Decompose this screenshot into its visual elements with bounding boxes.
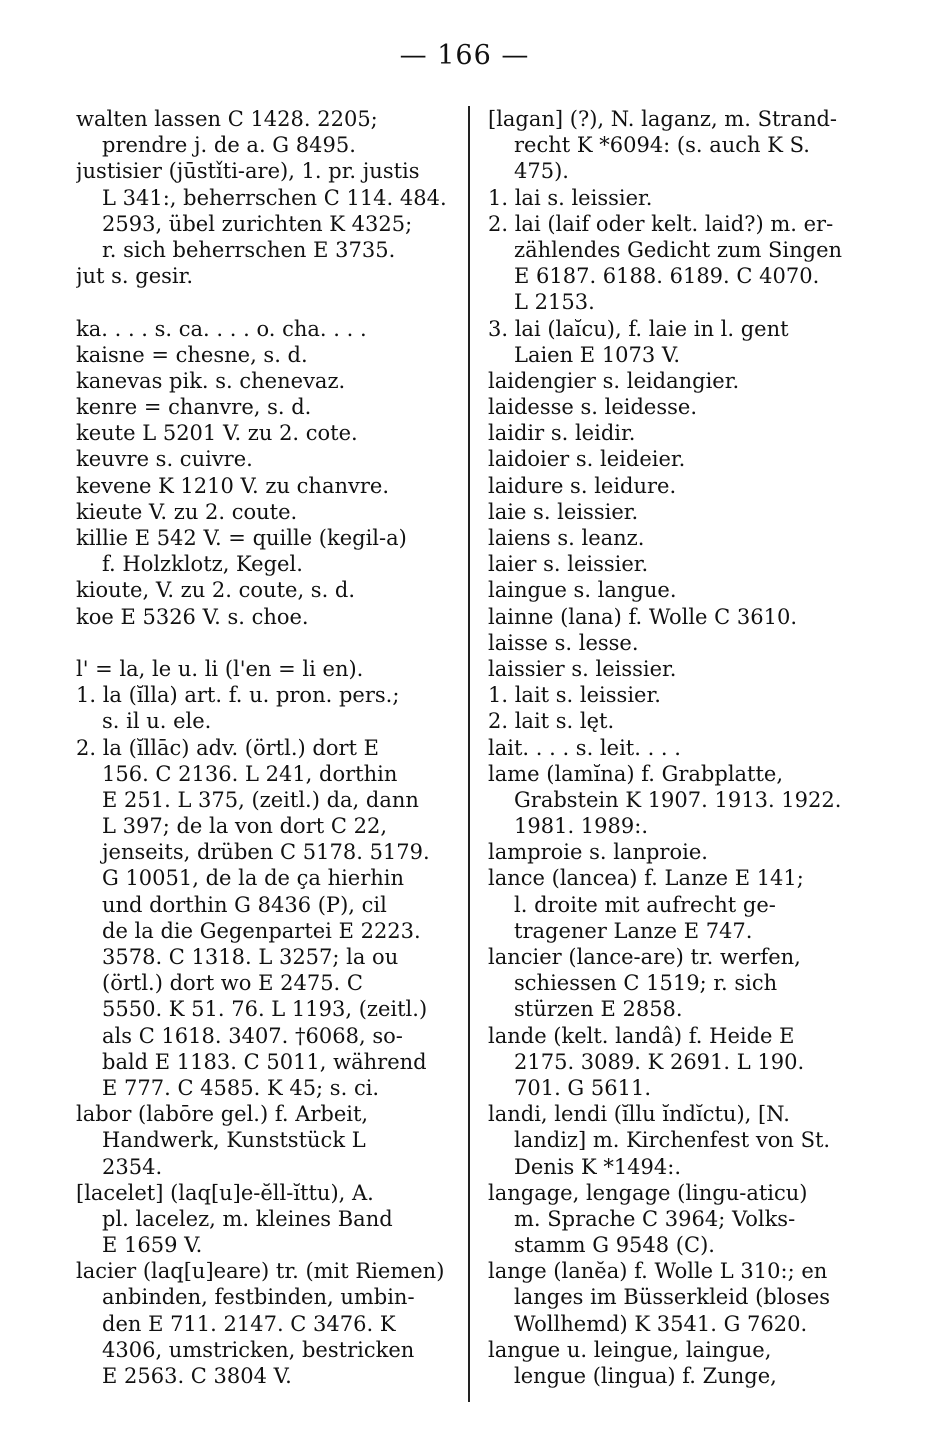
- entry-line: m. Sprache C 3964; Volks-: [514, 1206, 796, 1231]
- entry-line: langes im Büsserkleid (bloses: [514, 1285, 831, 1310]
- entry-line: anbinden, festbinden, umbin-: [102, 1285, 415, 1310]
- entry-line: 2. lait s. lęt.: [488, 709, 615, 734]
- entry-line: lait. . . . s. leit. . . .: [488, 735, 681, 760]
- entry-line: E 6187. 6188. 6189. C 4070.: [514, 264, 820, 289]
- entry-line: und dorthin G 8436 (P), cil: [102, 892, 387, 917]
- entry-line: kanevas pik. s. chenevaz.: [76, 368, 346, 393]
- entry-line: 1981. 1989:.: [514, 814, 648, 839]
- entry-line: laier s. leissier.: [488, 552, 649, 577]
- entry-line: 475).: [514, 159, 569, 184]
- entry-line: 2. la (ĭllāc) adv. (örtl.) dort E: [76, 735, 379, 760]
- entry-line: Laien E 1073 V.: [514, 342, 681, 367]
- entry-line: laidengier s. leidangier.: [488, 368, 740, 393]
- entry-line: stürzen E 2858.: [514, 997, 683, 1022]
- entry-line: lame (lamĭna) f. Grabplatte,: [488, 761, 784, 786]
- entry-line: koe E 5326 V. s. choe.: [76, 604, 309, 629]
- entry-line: lainne (lana) f. Wolle C 3610.: [488, 604, 798, 629]
- entry-line: lacier (laq[u]eare) tr. (mit Riemen): [76, 1259, 445, 1284]
- left-column: [76, 106, 452, 1389]
- entry-line: bald E 1183. C 5011, während: [102, 1049, 427, 1074]
- entry-line: 701. G 5611.: [514, 1075, 652, 1100]
- entry-line: lengue (lingua) f. Zunge,: [514, 1364, 777, 1388]
- entry-line: (örtl.) dort wo E 2475. C: [102, 971, 363, 996]
- entry-line: L 397; de la von dort C 22,: [102, 814, 387, 839]
- entry-line: E 251. L 375, (zeitl.) da, dann: [102, 787, 419, 812]
- entry-line: de la die Gegenpartei E 2223.: [102, 918, 421, 943]
- entry-line: 3. lai (laĭcu), f. laie in l. gent: [488, 316, 789, 341]
- entry-line: kevene K 1210 V. zu chanvre.: [76, 473, 390, 498]
- entry-line: Grabstein K 1907. 1913. 1922.: [514, 787, 842, 812]
- entry-line: schiessen C 1519; r. sich: [514, 971, 778, 996]
- entry-line: kioute, V. zu 2. coute, s. d.: [76, 578, 356, 603]
- entry-line: laidoier s. leideier.: [488, 447, 686, 472]
- entry-line: prendre j. de a. G 8495.: [102, 133, 356, 158]
- entry-line: killie E 542 V. = quille (kegil-a): [76, 526, 407, 550]
- entry-line: langue u. leingue, laingue,: [488, 1337, 772, 1362]
- entry-line: laissier s. leissier.: [488, 656, 677, 681]
- entry-line: zählendes Gedicht zum Singen: [514, 237, 843, 262]
- entry-line: L 2153.: [514, 290, 595, 315]
- entry-line: langage, lengage (lingu-aticu): [488, 1180, 808, 1205]
- entry-line: f. Holzklotz, Kegel.: [102, 552, 303, 577]
- entry-line: s. il u. ele.: [102, 709, 212, 734]
- entry-line: tragener Lanze E 747.: [514, 918, 753, 943]
- entry-line: laidure s. leidure.: [488, 473, 677, 498]
- entry-line: Denis K *1494:.: [514, 1154, 682, 1179]
- entry-line: kieute V. zu 2. coute.: [76, 499, 298, 524]
- entry-line: 1. la (ĭlla) art. f. u. pron. pers.;: [76, 683, 400, 708]
- entry-line: walten lassen C 1428. 2205;: [76, 107, 378, 131]
- entry-line: lancier (lance-are) tr. werfen,: [488, 945, 801, 969]
- entry-line: L 341:, beherrschen C 114. 484.: [102, 185, 447, 210]
- entry-line: ka. . . . s. ca. . . . o. cha. . . .: [76, 316, 367, 341]
- entry-line: 3578. C 1318. L 3257; la ou: [102, 945, 399, 969]
- entry-line: 1. lait s. leissier.: [488, 683, 661, 708]
- entry-line: E 777. C 4585. K 45; s. ci.: [102, 1075, 380, 1100]
- entry-line: laingue s. langue.: [488, 578, 677, 603]
- entry-line: 2354.: [102, 1154, 163, 1179]
- entry-line: kenre = chanvre, s. d.: [76, 395, 312, 420]
- entry-line: l. droite mit aufrecht ge-: [514, 892, 776, 917]
- entry-line: 5550. K 51. 76. L 1193, (zeitl.): [102, 997, 428, 1022]
- entry-line: laisse s. lesse.: [488, 630, 639, 655]
- column-divider: [468, 106, 470, 1402]
- entry-line: lande (kelt. landâ) f. Heide E: [488, 1023, 795, 1048]
- entry-line: jut s. gesir.: [76, 264, 194, 289]
- entry-line: G 10051, de la de ça hierhin: [102, 866, 405, 891]
- entry-line: laidesse s. leidesse.: [488, 395, 697, 420]
- section-gap: [76, 289, 452, 315]
- entry-line: laie s. leissier.: [488, 499, 639, 524]
- entry-line: 2175. 3089. K 2691. L 190.: [514, 1049, 805, 1074]
- right-column: [488, 106, 868, 1389]
- entry-line: [lagan] (?), N. laganz, m. Strand-: [488, 107, 838, 131]
- entry-line: pl. lacelez, m. kleines Band: [102, 1206, 393, 1231]
- entry-line: stamm G 9548 (C).: [514, 1233, 715, 1258]
- entry-line: justisier (jūstǐti-are), 1. pr. justis: [76, 159, 420, 184]
- entry-line: 2593, übel zurichten K 4325;: [102, 211, 413, 236]
- entry-line: 156. C 2136. L 241, dorthin: [102, 761, 398, 786]
- entry-line: E 2563. C 3804 V.: [102, 1364, 292, 1388]
- entry-line: lamproie s. lanproie.: [488, 840, 708, 865]
- entry-line: als C 1618. 3407. †6068, so-: [102, 1023, 403, 1048]
- entry-line: recht K *6094: (s. auch K S.: [514, 133, 810, 158]
- entry-line: jenseits, drüben C 5178. 5179.: [102, 840, 430, 865]
- entry-line: l' = la, le u. li (l'en = li en).: [76, 656, 364, 681]
- entry-line: labor (labōre gel.) f. Arbeit,: [76, 1102, 369, 1127]
- entry-line: 2. lai (laif oder kelt. laid?) m. er-: [488, 211, 834, 236]
- entry-line: den E 711. 2147. C 3476. K: [102, 1311, 396, 1336]
- entry-line: laiens s. leanz.: [488, 526, 645, 550]
- section-gap: [76, 630, 452, 656]
- entry-line: E 1659 V.: [102, 1233, 203, 1258]
- entry-line: [lacelet] (laq[u]e-ĕll-ĭttu), A.: [76, 1180, 374, 1205]
- entry-line: lance (lancea) f. Lanze E 141;: [488, 866, 804, 891]
- entry-line: Wollhemd) K 3541. G 7620.: [514, 1311, 808, 1336]
- entry-line: kaisne = chesne, s. d.: [76, 342, 308, 367]
- entry-line: lange (lanĕa) f. Wolle L 310:; en: [488, 1259, 828, 1284]
- entry-line: landiz] m. Kirchenfest von St.: [514, 1128, 831, 1153]
- page-number: — 166 —: [399, 40, 530, 71]
- entry-line: keute L 5201 V. zu 2. cote.: [76, 421, 358, 446]
- entry-line: laidir s. leidir.: [488, 421, 636, 446]
- entry-line: keuvre s. cuivre.: [76, 447, 253, 472]
- entry-line: Handwerk, Kunststück L: [102, 1128, 366, 1153]
- entry-line: 1. lai s. leissier.: [488, 185, 653, 210]
- entry-line: landi, lendi (ĭllu ĭndĭctu), [N.: [488, 1102, 790, 1127]
- entry-line: 4306, umstricken, bestricken: [102, 1337, 415, 1362]
- entry-line: r. sich beherrschen E 3735.: [102, 237, 396, 262]
